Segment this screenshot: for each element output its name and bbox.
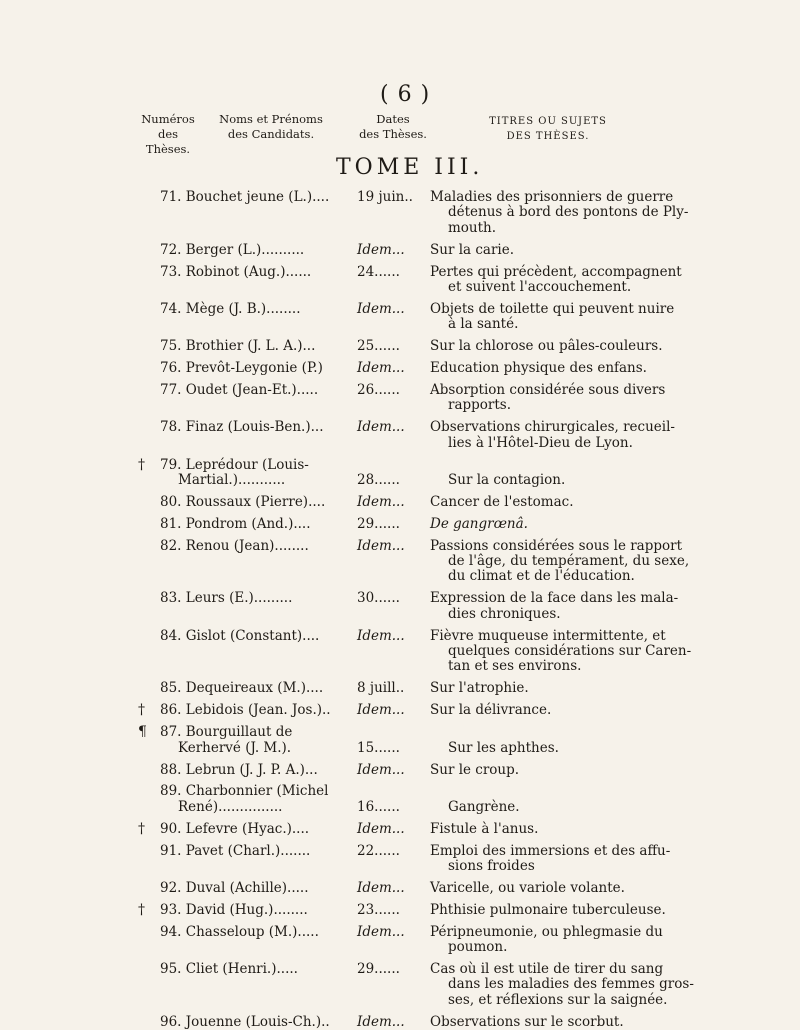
candidate-name: 93. David (Hug.)........ [160, 901, 308, 918]
candidate-name: 81. Pondrom (And.).... [160, 515, 311, 532]
candidate-name: 73. Robinot (Aug.)...... [160, 263, 312, 280]
thesis-date: Idem... [357, 923, 405, 940]
entry-title [430, 383, 665, 414]
entry-title [430, 419, 675, 451]
candidate-name-line [160, 420, 430, 435]
header-titres-line1: TITRES OU SUJETS [489, 116, 607, 127]
entry-title [430, 627, 692, 675]
thesis-date: Idem... [357, 537, 405, 554]
candidate-name: Kerhervé (J. M.). [178, 739, 292, 756]
entry-title [430, 263, 682, 296]
candidate-name-line [160, 265, 430, 280]
candidate-name-line [160, 844, 430, 859]
thesis-title-line: Sur la chlorose ou pâles-couleurs. [430, 338, 663, 355]
thesis-title-line [430, 458, 665, 473]
thesis-title-line: poumon. [448, 939, 508, 956]
thesis-title-line: lies à l'Hôtel-Dieu de Lyon. [448, 434, 633, 451]
candidate-name-line [160, 517, 430, 532]
entry-candidate [160, 1015, 430, 1030]
candidate-name-line [160, 962, 430, 977]
entry-marker: ¶ [138, 724, 147, 741]
entry-marker: † [138, 901, 145, 918]
header-numeros-line1: Numéros [141, 112, 195, 126]
candidate-name-line [160, 339, 430, 354]
header-noms-line2: des Candidats. [227, 127, 315, 141]
thesis-title-line: Péripneumonie, ou phlegmasie du [430, 923, 663, 940]
header-dates [358, 112, 428, 142]
thesis-title-line: Phthisie pulmonaire tuberculeuse. [430, 901, 666, 918]
entry-title [430, 590, 679, 622]
entry-candidate [160, 784, 430, 815]
thesis-title-line: De gangrœnâ. [430, 515, 528, 532]
candidate-name: 91. Pavet (Charl.)....... [160, 842, 311, 859]
candidate-name-line [160, 784, 430, 799]
thesis-title-line: dies chroniques. [448, 605, 561, 622]
candidate-name: 90. Lefevre (Hyac.).... [160, 820, 310, 837]
thesis-title-line: Sur la carie. [430, 241, 515, 258]
thesis-title-line: Cas où il est utile de tirer du sang [430, 961, 664, 977]
entry-candidate [160, 629, 430, 644]
candidate-name: 85. Dequeireaux (M.).... [160, 680, 324, 697]
thesis-title-line: Objets de toilette qui peuvent nuire [430, 300, 675, 317]
thesis-title-line: rapports. [448, 397, 512, 414]
candidate-name: 82. Renou (Jean)........ [160, 537, 309, 554]
candidate-name-line [160, 302, 430, 317]
thesis-title-line: Expression de la face dans les mala- [430, 590, 679, 607]
candidate-name-line [160, 591, 430, 606]
candidate-name: 76. Prevôt-Leygonie (P.) [160, 360, 323, 377]
candidate-name-line [160, 473, 430, 488]
candidate-name-line [160, 243, 430, 258]
entry-candidate [160, 539, 430, 554]
thesis-title-line: Varicelle, ou variole volante. [430, 879, 625, 896]
thesis-title-line: quelques considérations sur Caren- [448, 643, 692, 660]
entry-title [430, 842, 671, 875]
page-number: ( 6 ) [380, 82, 431, 107]
thesis-date: Idem... [357, 241, 405, 258]
entry-title [430, 681, 665, 696]
thesis-date: 23...... [357, 901, 400, 918]
entry-title [430, 703, 665, 718]
thesis-title-line: Maladies des prisonniers de guerre [430, 189, 674, 205]
thesis-title-line: Fistule à l'anus. [430, 820, 539, 837]
entry-candidate [160, 681, 430, 696]
thesis-date: 29...... [357, 961, 400, 977]
thesis-title-line: Sur la contagion. [448, 471, 566, 488]
header-noms [216, 112, 326, 142]
entry-candidate [160, 302, 430, 317]
header-dates-line2: des Thèses. [359, 127, 427, 141]
thesis-title-line: Education physique des enfans. [430, 360, 647, 377]
entry-candidate [160, 517, 430, 532]
thesis-title-line: à la santé. [448, 316, 519, 333]
entry-candidate [160, 495, 430, 510]
thesis-date: 15...... [357, 739, 400, 756]
candidate-name: 84. Gislot (Constant).... [160, 627, 320, 644]
entry-candidate [160, 591, 430, 606]
candidate-name-line [160, 539, 430, 554]
entry-marker: † [138, 820, 145, 837]
candidate-name: 83. Leurs (E.)......... [160, 590, 293, 607]
thesis-title-line: Passions considérées sous le rapport [430, 537, 683, 554]
candidate-name: 77. Oudet (Jean-Et.)..... [160, 382, 319, 398]
entry-candidate [160, 243, 430, 258]
candidate-name-line [160, 822, 430, 837]
entry-title [430, 881, 665, 896]
thesis-title-line: Fièvre muqueuse intermittente, et [430, 627, 666, 644]
candidate-name-line [160, 495, 430, 510]
candidate-name-line [160, 925, 430, 940]
candidate-name: 78. Finaz (Louis-Ben.)... [160, 419, 324, 436]
thesis-title-line: et suivent l'accouchement. [448, 278, 632, 295]
thesis-title-line: détenus à bord des pontons de Ply- [448, 204, 689, 221]
thesis-title-line [430, 784, 665, 799]
thesis-title-line: Emploi des immersions et des affu- [430, 842, 671, 859]
thesis-date: Idem... [357, 627, 405, 644]
candidate-name: 72. Berger (L.).......... [160, 241, 305, 258]
header-noms-line1: Noms et Prénoms [219, 112, 323, 126]
entry-candidate [160, 361, 430, 376]
entry-title [430, 361, 665, 376]
thesis-title-line: Sur la délivrance. [430, 702, 552, 719]
header-dates-line1: Dates [376, 112, 410, 126]
candidate-name: 94. Chasseloup (M.)..... [160, 923, 319, 940]
candidate-name-line [160, 361, 430, 376]
entry-title [430, 537, 690, 585]
thesis-date: Idem... [357, 493, 405, 510]
thesis-title-line: Observations chirurgicales, recueil- [430, 419, 675, 436]
thesis-date: Idem... [357, 702, 405, 719]
entry-title [430, 822, 665, 837]
entry-title [430, 300, 675, 333]
entry-candidate [160, 844, 430, 859]
thesis-title-line: sions froides [448, 857, 535, 874]
thesis-date: 26...... [357, 382, 400, 398]
candidate-name: 86. Lebidois (Jean. Jos.).. [160, 702, 331, 719]
thesis-title-line: Sur l'atrophie. [430, 680, 529, 697]
candidate-name-line [160, 458, 430, 473]
thesis-title-line: Sur les aphthes. [448, 739, 559, 756]
entry-candidate [160, 420, 430, 435]
entry-title [430, 763, 665, 778]
entry-title [430, 784, 665, 815]
thesis-date: 30...... [357, 590, 400, 607]
thesis-date: Idem... [357, 360, 405, 377]
entry-candidate [160, 822, 430, 837]
entry-candidate [160, 265, 430, 280]
candidate-name-line [160, 629, 430, 644]
candidate-name: 95. Cliet (Henri.)..... [160, 961, 298, 977]
entry-title [430, 339, 665, 354]
candidate-name: 79. Leprédour (Louis- [160, 456, 309, 473]
entry-candidate [160, 703, 430, 718]
thesis-title-line: Sur le croup. [430, 761, 520, 778]
thesis-date: 28...... [357, 472, 400, 488]
candidate-name: 75. Brothier (J. L. A.)... [160, 338, 316, 355]
header-titres-line2: DES THÈSES. [506, 131, 590, 142]
candidate-name: 92. Duval (Achille)..... [160, 879, 309, 896]
candidate-name-line [160, 1015, 430, 1030]
thesis-date: 22...... [357, 842, 400, 859]
candidate-name: Martial.)........... [178, 472, 286, 488]
entry-title [430, 903, 665, 918]
candidate-name: 87. Bourguillaut de [160, 724, 293, 741]
entry-candidate [160, 962, 430, 977]
candidate-name-line [160, 725, 430, 740]
thesis-date: Idem... [357, 419, 405, 436]
candidate-name-line [160, 800, 430, 815]
entry-candidate [160, 881, 430, 896]
entry-title [430, 458, 665, 489]
candidate-name-line [160, 190, 430, 205]
entry-title [430, 243, 665, 258]
entry-marker: † [138, 702, 145, 719]
thesis-date: Idem... [357, 820, 405, 837]
thesis-date: Idem... [357, 879, 405, 896]
thesis-date: 8 juill.. [357, 680, 405, 697]
entry-candidate [160, 903, 430, 918]
thesis-date: 16...... [357, 798, 400, 815]
entry-candidate [160, 339, 430, 354]
thesis-title-line: Absorption considérée sous divers [430, 382, 666, 398]
candidate-name: 74. Mège (J. B.)........ [160, 300, 301, 317]
entry-candidate [160, 925, 430, 940]
candidate-name: 80. Roussaux (Pierre).... [160, 493, 326, 510]
header-titres [488, 114, 608, 144]
thesis-title-line: Cancer de l'estomac. [430, 493, 574, 510]
candidate-name-line [160, 881, 430, 896]
entry-title [430, 1015, 665, 1030]
candidate-name: 89. Charbonnier (Michel [160, 783, 329, 800]
candidate-name-line [160, 681, 430, 696]
candidate-name-line [160, 383, 430, 398]
thesis-date: 25...... [357, 338, 400, 355]
entry-title [430, 925, 665, 956]
entry-title [430, 517, 665, 532]
thesis-title-line: ses, et réflexions sur la saignée. [448, 991, 668, 1008]
entry-candidate [160, 190, 430, 205]
thesis-title-line: Pertes qui précèdent, accompagnent [430, 263, 682, 280]
candidate-name: René)............... [178, 798, 283, 815]
thesis-date: 19 juin.. [357, 189, 413, 205]
candidate-name: 71. Bouchet jeune (L.).... [160, 189, 330, 205]
candidate-name-line [160, 703, 430, 718]
entry-title [430, 961, 694, 1008]
thesis-title-line: Observations sur le scorbut. [430, 1013, 624, 1030]
thesis-title-line: mouth. [448, 219, 497, 236]
thesis-date: 29...... [357, 515, 400, 532]
candidate-name: 88. Lebrun (J. J. P. A.)... [160, 761, 318, 778]
entry-marker: † [138, 456, 145, 473]
header-numeros-line2: des Thèses. [145, 127, 191, 156]
candidate-name: 96. Jouenne (Louis-Ch.).. [160, 1013, 330, 1030]
thesis-date: Idem... [357, 1013, 405, 1030]
thesis-date: Idem... [357, 300, 405, 317]
thesis-title-line: de l'âge, du tempérament, du sexe, [448, 553, 690, 570]
candidate-name-line [160, 903, 430, 918]
tome-title: TOME III. [336, 155, 484, 180]
thesis-title-line: dans les maladies des femmes gros- [448, 976, 694, 993]
entry-title [430, 725, 665, 756]
entry-candidate [160, 458, 430, 489]
thesis-title-line: Gangrène. [448, 798, 520, 815]
thesis-title-line: tan et ses environs. [448, 658, 582, 675]
entry-title [430, 189, 689, 236]
entry-candidate [160, 725, 430, 756]
candidate-name-line [160, 763, 430, 778]
entry-candidate [160, 383, 430, 398]
entry-candidate [160, 763, 430, 778]
candidate-name-line [160, 741, 430, 756]
thesis-date: 24...... [357, 263, 400, 280]
thesis-title-line [430, 725, 665, 740]
header-numeros [138, 112, 198, 157]
thesis-title-line: du climat et de l'éducation. [448, 568, 635, 585]
thesis-date: Idem... [357, 761, 405, 778]
entry-title [430, 495, 665, 510]
